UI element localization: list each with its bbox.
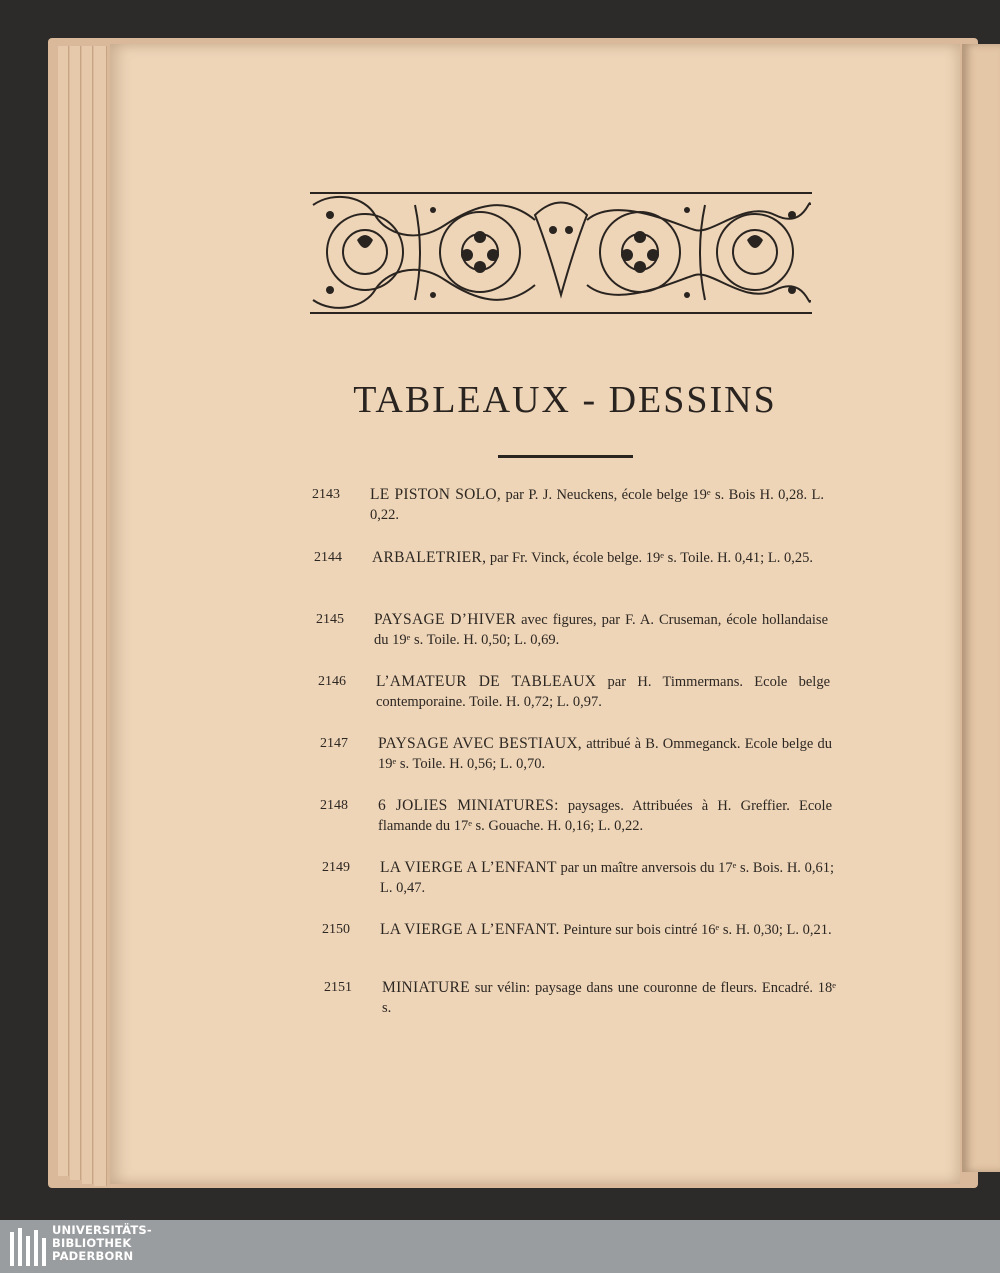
lot-details: Peinture sur bois cintré 16ᵉ s. H. 0,30; L. 0,21. bbox=[563, 922, 832, 938]
facing-page-edge bbox=[962, 44, 1000, 1172]
heading-rule bbox=[498, 455, 633, 458]
lot-details: par Fr. Vinck, école belge. 19ᵉ s. Toile. H. 0,41; L. 0,25. bbox=[489, 550, 813, 566]
lot-description bbox=[378, 796, 832, 836]
lot-description bbox=[380, 858, 834, 898]
lot-description bbox=[372, 548, 826, 568]
ornamental-headpiece bbox=[305, 185, 817, 320]
page-edge bbox=[58, 46, 69, 1176]
lot-description bbox=[374, 610, 828, 650]
lot-title: LE PISTON SOLO, bbox=[370, 486, 502, 503]
lot-description bbox=[382, 978, 836, 1018]
lot-number: 2143 bbox=[312, 487, 340, 502]
lot-title: MINIATURE bbox=[382, 979, 470, 996]
lot-details: sur vélin: paysage dans une couronne de fleurs. Encadré. 18ᵉ s. bbox=[382, 980, 836, 1016]
lot-title: PAYSAGE D’HIVER bbox=[374, 611, 517, 628]
lot-number: 2149 bbox=[322, 860, 350, 875]
page-heading: TABLEAUX - DESSINS bbox=[353, 379, 777, 421]
lot-title: PAYSAGE AVEC BESTIAUX, bbox=[378, 735, 582, 752]
lot-number: 2150 bbox=[322, 922, 350, 937]
lot-details: par H. Timmermans. Ecole belge contemporaine. Toile. H. 0,72; L. 0,97. bbox=[376, 674, 831, 710]
library-logo-icon bbox=[8, 1226, 48, 1268]
page-edge bbox=[94, 46, 107, 1186]
page-edge bbox=[82, 46, 93, 1184]
lot-details: par un maître anversois du 17ᵉ s. Bois. H. 0,61; L. 0,47. bbox=[380, 860, 834, 896]
library-footer-bar bbox=[0, 1220, 1000, 1273]
lot-details: avec figures, par F. A. Cruseman, école hollandaise du 19ᵉ s. Toile. H. 0,50; L. 0,69. bbox=[374, 612, 828, 648]
lot-title: L’AMATEUR DE TABLEAUX bbox=[376, 673, 597, 690]
lot-details: par P. J. Neuckens, école belge 19ᵉ s. Bois H. 0,28. L. 0,22. bbox=[370, 487, 825, 523]
lot-number: 2146 bbox=[318, 674, 346, 689]
lot-details: paysages. Attribuées à H. Greffier. Ecole flamande du 17ᵉ s. Gouache. H. 0,16; L. 0,22. bbox=[378, 798, 833, 834]
lot-description bbox=[376, 672, 830, 712]
lot-number: 2151 bbox=[324, 980, 352, 995]
lot-description bbox=[380, 920, 834, 940]
lot-description bbox=[370, 485, 824, 525]
lot-number: 2147 bbox=[320, 736, 348, 751]
lot-title: 6 JOLIES MINIATURES: bbox=[378, 797, 559, 814]
lot-details: attribué à B. Ommeganck. Ecole belge du 19ᵉ s. Toile. H. 0,56; L. 0,70. bbox=[378, 736, 833, 772]
page-edge bbox=[70, 46, 81, 1180]
lot-number: 2144 bbox=[314, 550, 342, 565]
library-name-line: PADERBORN bbox=[52, 1249, 134, 1263]
lot-description bbox=[378, 734, 832, 774]
lot-title: LA VIERGE A L’ENFANT bbox=[380, 859, 557, 876]
lot-title: LA VIERGE A L’ENFANT. bbox=[380, 921, 560, 938]
library-name-line: UNIVERSITÄTS- bbox=[52, 1223, 152, 1237]
lot-number: 2145 bbox=[316, 612, 344, 627]
lot-title: ARBALETRIER, bbox=[372, 549, 487, 566]
library-name-line: BIBLIOTHEK bbox=[52, 1236, 132, 1250]
library-name bbox=[52, 1224, 152, 1263]
lot-number: 2148 bbox=[320, 798, 348, 813]
